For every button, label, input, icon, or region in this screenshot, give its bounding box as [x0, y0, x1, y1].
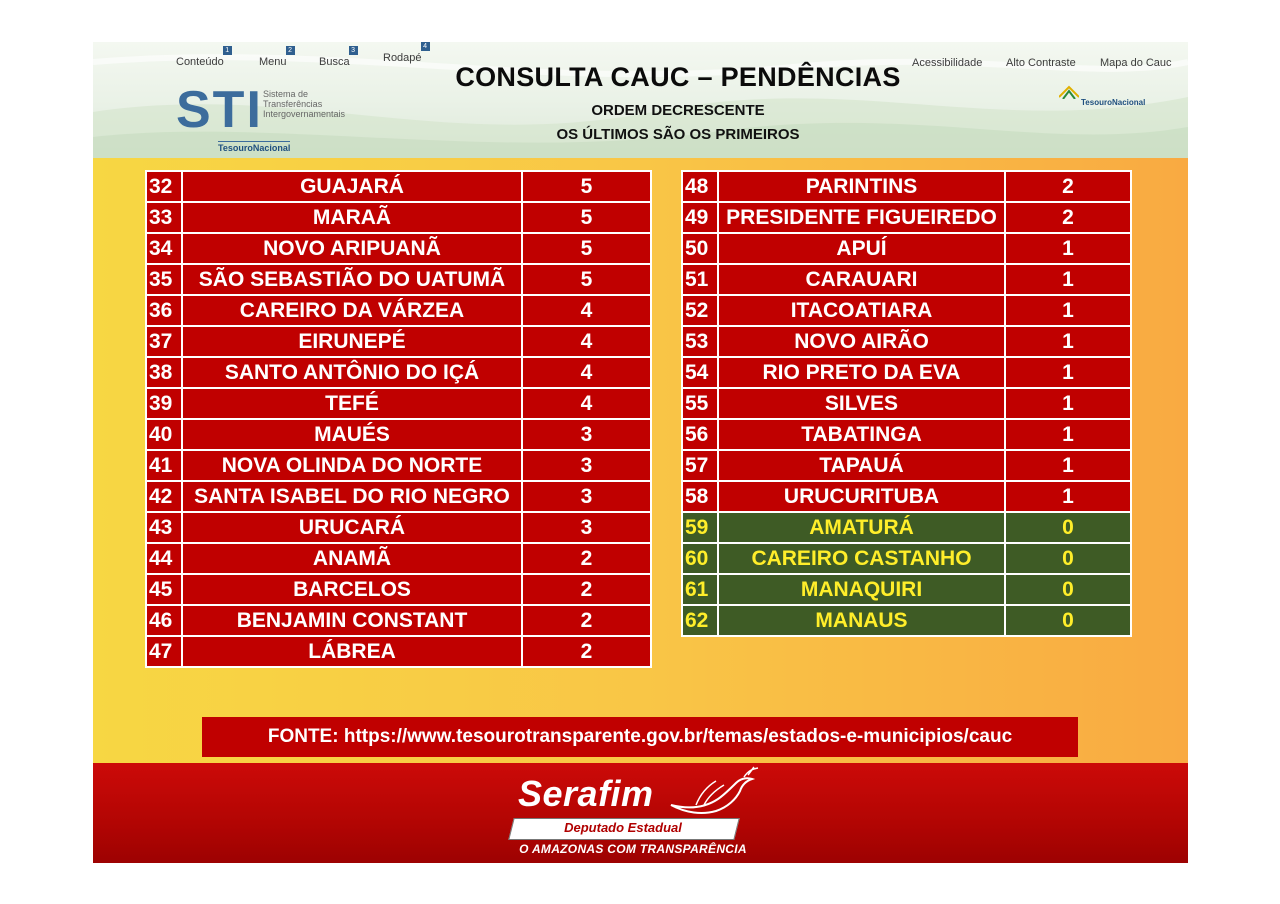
value-cell: 4: [522, 326, 651, 357]
nav-link-rodape[interactable]: Rodapé 4: [383, 52, 422, 64]
city-cell: RIO PRETO DA EVA: [718, 357, 1005, 388]
city-cell: TABATINGA: [718, 419, 1005, 450]
value-cell: 1: [1005, 357, 1131, 388]
value-cell: 3: [522, 419, 651, 450]
city-cell: AMATURÁ: [718, 512, 1005, 543]
source-banner: FONTE: https://www.tesourotransparente.gov.br/temas/estados-e-municipios/cauc: [202, 717, 1078, 757]
city-cell: BARCELOS: [182, 574, 522, 605]
tesouro-nacional-logo-left: TesouroNacional: [218, 143, 291, 153]
slide: [93, 42, 1188, 863]
value-cell: 1: [1005, 419, 1131, 450]
table-row: [146, 202, 651, 233]
header-banner: [93, 42, 1188, 158]
table-row: [146, 574, 651, 605]
value-cell: 0: [1005, 543, 1131, 574]
table-row: [146, 295, 651, 326]
value-cell: 2: [1005, 171, 1131, 202]
table-row: [682, 419, 1131, 450]
table-row: [682, 326, 1131, 357]
table-row: [682, 357, 1131, 388]
rank-cell: 54: [682, 357, 718, 388]
rank-cell: 51: [682, 264, 718, 295]
value-cell: 0: [1005, 574, 1131, 605]
table-row: [146, 233, 651, 264]
rank-cell: 59: [682, 512, 718, 543]
city-cell: SÃO SEBASTIÃO DO UATUMÃ: [182, 264, 522, 295]
rank-cell: 53: [682, 326, 718, 357]
value-cell: 4: [522, 388, 651, 419]
table-row: [146, 388, 651, 419]
table-row: [146, 357, 651, 388]
rank-cell: 32: [146, 171, 182, 202]
serafim-logo-text: Serafim: [518, 773, 654, 814]
table-row: [146, 171, 651, 202]
page-title: CONSULTA CAUC – PENDÊNCIAS: [455, 62, 901, 92]
rank-cell: 49: [682, 202, 718, 233]
value-cell: 2: [522, 605, 651, 636]
value-cell: 1: [1005, 264, 1131, 295]
value-cell: 1: [1005, 295, 1131, 326]
city-cell: APUÍ: [718, 233, 1005, 264]
rank-cell: 62: [682, 605, 718, 636]
table-row: [146, 543, 651, 574]
city-cell: LÁBREA: [182, 636, 522, 667]
value-cell: 5: [522, 233, 651, 264]
rank-cell: 52: [682, 295, 718, 326]
city-cell: SANTO ANTÔNIO DO IÇÁ: [182, 357, 522, 388]
rank-cell: 48: [682, 171, 718, 202]
table-row: [146, 512, 651, 543]
link-alto-contraste[interactable]: Alto Contraste: [1006, 57, 1076, 69]
role-label: Deputado Estadual: [564, 820, 682, 835]
city-cell: NOVO ARIPUANÃ: [182, 233, 522, 264]
city-cell: CAREIRO CASTANHO: [718, 543, 1005, 574]
rank-cell: 47: [146, 636, 182, 667]
nav-link-menu[interactable]: Menu 2: [259, 56, 287, 68]
city-cell: SILVES: [718, 388, 1005, 419]
table-row: [146, 481, 651, 512]
rank-cell: 45: [146, 574, 182, 605]
city-cell: TEFÉ: [182, 388, 522, 419]
value-cell: 5: [522, 171, 651, 202]
city-cell: GUAJARÁ: [182, 171, 522, 202]
value-cell: 2: [522, 636, 651, 667]
value-cell: 3: [522, 450, 651, 481]
table-row: [682, 605, 1131, 636]
ranking-table-right: [681, 170, 1132, 637]
city-cell: TAPAUÁ: [718, 450, 1005, 481]
rank-cell: 33: [146, 202, 182, 233]
rank-cell: 39: [146, 388, 182, 419]
rank-cell: 60: [682, 543, 718, 574]
nav-link-conteudo[interactable]: Conteúdo 1: [176, 56, 224, 68]
ranking-table-left: [145, 170, 652, 668]
table-row: [146, 636, 651, 667]
value-cell: 3: [522, 481, 651, 512]
table-row: [146, 605, 651, 636]
table-row: [682, 450, 1131, 481]
rank-cell: 37: [146, 326, 182, 357]
city-cell: ITACOATIARA: [718, 295, 1005, 326]
table-row: [146, 419, 651, 450]
city-cell: PARINTINS: [718, 171, 1005, 202]
table-row: [682, 543, 1131, 574]
rank-cell: 46: [146, 605, 182, 636]
city-cell: MANAQUIRI: [718, 574, 1005, 605]
rank-cell: 55: [682, 388, 718, 419]
rank-cell: 35: [146, 264, 182, 295]
table-row: [682, 481, 1131, 512]
table-row: [682, 202, 1131, 233]
value-cell: 4: [522, 357, 651, 388]
subtitle-order: ORDEM DECRESCENTE: [591, 102, 765, 119]
sti-logo: STI: [176, 81, 263, 139]
city-cell: MAUÉS: [182, 419, 522, 450]
sti-logo-subtitle: Sistema de Transferências Intergovernamentais: [263, 89, 346, 119]
content-area: [93, 158, 1188, 763]
table-row: [682, 512, 1131, 543]
city-cell: URUCURITUBA: [718, 481, 1005, 512]
value-cell: 3: [522, 512, 651, 543]
value-cell: 1: [1005, 233, 1131, 264]
table-row: [682, 388, 1131, 419]
city-cell: URUCARÁ: [182, 512, 522, 543]
city-cell: SANTA ISABEL DO RIO NEGRO: [182, 481, 522, 512]
tagline: O AMAZONAS COM TRANSPARÊNCIA: [519, 842, 747, 856]
subtitle-note: OS ÚLTIMOS SÃO OS PRIMEIROS: [556, 126, 800, 143]
table-row: [682, 233, 1131, 264]
rank-cell: 41: [146, 450, 182, 481]
value-cell: 2: [1005, 202, 1131, 233]
table-row: [682, 295, 1131, 326]
footer-banner: [93, 763, 1188, 863]
value-cell: 0: [1005, 512, 1131, 543]
value-cell: 2: [522, 574, 651, 605]
rank-cell: 44: [146, 543, 182, 574]
rank-cell: 58: [682, 481, 718, 512]
nav-link-busca[interactable]: Busca 3: [319, 56, 350, 68]
rank-cell: 40: [146, 419, 182, 450]
value-cell: 1: [1005, 388, 1131, 419]
rank-cell: 43: [146, 512, 182, 543]
link-acessibilidade[interactable]: Acessibilidade: [912, 57, 983, 69]
city-cell: NOVA OLINDA DO NORTE: [182, 450, 522, 481]
value-cell: 4: [522, 295, 651, 326]
value-cell: 5: [522, 202, 651, 233]
value-cell: 1: [1005, 326, 1131, 357]
rank-cell: 42: [146, 481, 182, 512]
city-cell: CAREIRO DA VÁRZEA: [182, 295, 522, 326]
city-cell: EIRUNEPÉ: [182, 326, 522, 357]
rank-cell: 61: [682, 574, 718, 605]
rank-cell: 57: [682, 450, 718, 481]
table-row: [682, 574, 1131, 605]
value-cell: 5: [522, 264, 651, 295]
city-cell: PRESIDENTE FIGUEIREDO: [718, 202, 1005, 233]
rank-cell: 56: [682, 419, 718, 450]
tesouro-star-icon: [1059, 85, 1079, 99]
table-row: [682, 264, 1131, 295]
city-cell: BENJAMIN CONSTANT: [182, 605, 522, 636]
value-cell: 0: [1005, 605, 1131, 636]
city-cell: MANAUS: [718, 605, 1005, 636]
value-cell: 1: [1005, 481, 1131, 512]
value-cell: 2: [522, 543, 651, 574]
tesouro-nacional-logo-right: TesouroNacional: [1081, 98, 1146, 107]
table-row: [146, 264, 651, 295]
city-cell: ANAMÃ: [182, 543, 522, 574]
rank-cell: 38: [146, 357, 182, 388]
value-cell: 1: [1005, 450, 1131, 481]
link-mapa-do-cauc[interactable]: Mapa do Cauc: [1100, 57, 1172, 69]
city-cell: MARAÃ: [182, 202, 522, 233]
table-row: [682, 171, 1131, 202]
table-row: [146, 450, 651, 481]
city-cell: CARAUARI: [718, 264, 1005, 295]
table-row: [146, 326, 651, 357]
rank-cell: 50: [682, 233, 718, 264]
city-cell: NOVO AIRÃO: [718, 326, 1005, 357]
rank-cell: 36: [146, 295, 182, 326]
rank-cell: 34: [146, 233, 182, 264]
dove-icon: [666, 765, 761, 825]
